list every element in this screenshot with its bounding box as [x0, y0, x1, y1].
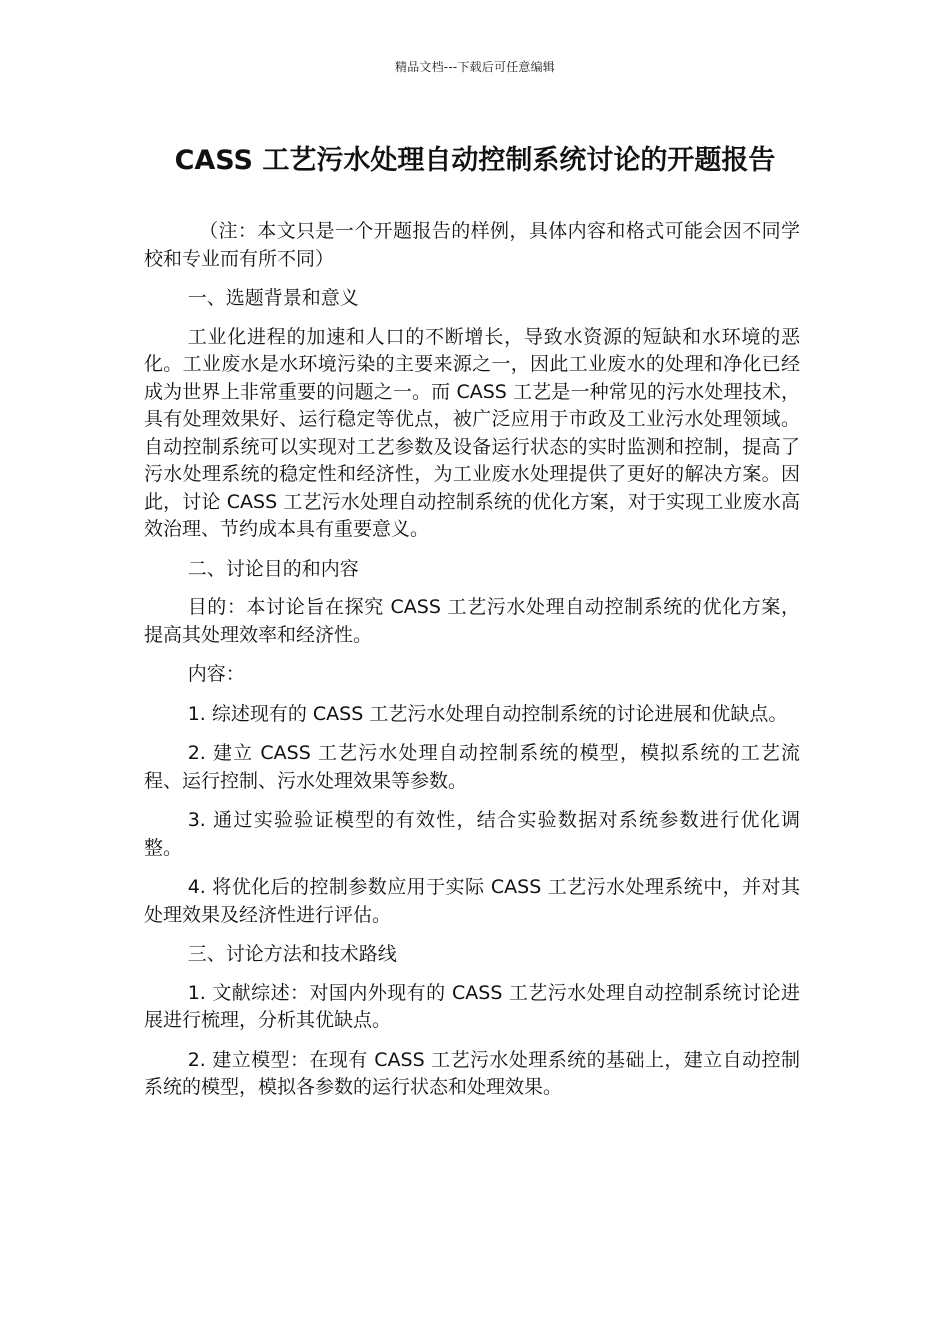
- method-item: 1. 文献综述：对国内外现有的 CASS 工艺污水处理自动控制系统讨论进展进行梳理，分析其优缺点。: [144, 981, 800, 1031]
- background-paragraph: 工业化进程的加速和人口的不断增长，导致水资源的短缺和水环境的恶化。工业废水是水环境污染的主要来源之一，因此工业废水的处理和净化已经成为世界上非常重要的问题之一。而 CASS 工艺是一种常见的污水处理技术，具有处理效果好、运行稳定等优点，被广泛应用于市政及工业污水处理领域。自动控制系统可以实现对工艺参数及设备运行状态的实时监测和控制，提高了污水处理系统的稳定性和经济性，为工业废水处理提供了更好的解决方案。因此，讨论 CASS 工艺污水处理自动控制系统的优化方案，对于实现工业废水高效治理、节约成本具有重要意义。: [144, 325, 800, 540]
- section-heading-methods: 三、讨论方法和技术路线: [187, 943, 397, 965]
- content-item: 2. 建立 CASS 工艺污水处理自动控制系统的模型，模拟系统的工艺流程、运行控制、污水处理效果等参数。: [144, 742, 800, 792]
- section-heading-background: 一、选题背景和意义: [187, 287, 359, 309]
- sample-note: （注：本文只是一个开题报告的样例，具体内容和格式可能会因不同学校和专业而有所不同）: [144, 220, 800, 270]
- purpose-paragraph: 目的：本讨论旨在探究 CASS 工艺污水处理自动控制系统的优化方案，提高其处理效率和经济性。: [144, 596, 800, 646]
- content-item: 1. 综述现有的 CASS 工艺污水处理自动控制系统的讨论进展和优缺点。: [187, 702, 788, 725]
- content-label: 内容：: [187, 663, 245, 685]
- document-body: [144, 218, 800, 1114]
- page-header-note: 精品文档---下载后可任意编辑: [395, 60, 555, 74]
- content-item: 4. 将优化后的控制参数应用于实际 CASS 工艺污水处理系统中，并对其处理效果及经济性进行评估。: [144, 876, 800, 926]
- method-item: 2. 建立模型：在现有 CASS 工艺污水处理系统的基础上，建立自动控制系统的模型，模拟各参数的运行状态和处理效果。: [144, 1048, 800, 1098]
- document-title: CASS 工艺污水处理自动控制系统讨论的开题报告: [174, 145, 776, 176]
- section-heading-purpose: 二、讨论目的和内容: [187, 557, 359, 580]
- content-item: 3. 通过实验验证模型的有效性，结合实验数据对系统参数进行优化调整。: [144, 809, 800, 859]
